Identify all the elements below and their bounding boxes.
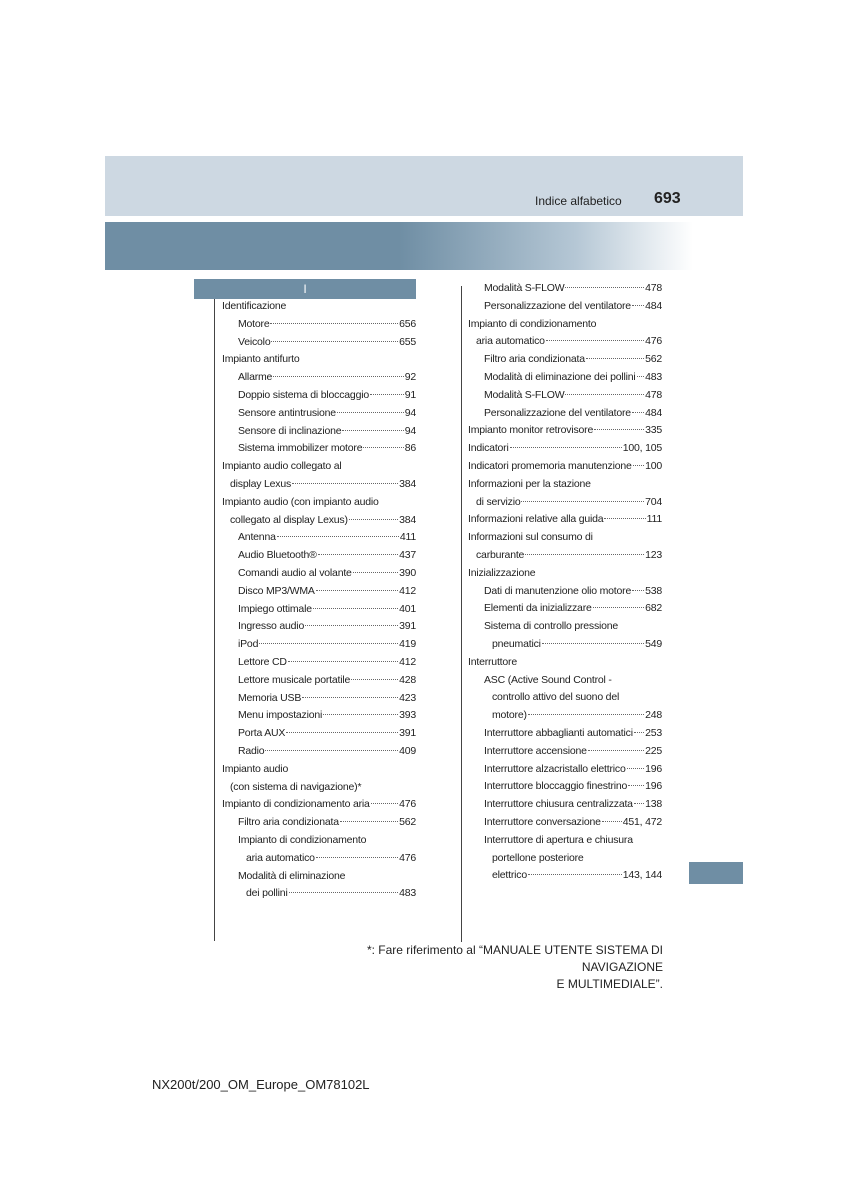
index-entry-term: Interruttore di apertura e chiusura	[484, 833, 633, 846]
index-entry	[468, 725, 662, 743]
dot-leader	[602, 821, 622, 822]
index-entry	[468, 600, 662, 618]
index-letter-heading: I	[194, 279, 416, 299]
dot-leader	[521, 501, 644, 502]
index-entry	[468, 458, 662, 476]
index-entry	[468, 280, 662, 298]
index-entry-term: Inizializzazione	[468, 566, 536, 579]
middle-column-rule	[461, 286, 462, 942]
dot-leader	[604, 518, 645, 519]
dot-leader	[628, 785, 644, 786]
dot-leader	[542, 643, 644, 644]
index-entry-page: 390	[399, 566, 416, 579]
index-entry-term: Allarme	[238, 371, 273, 384]
index-entry-term: Personalizzazione del ventilatore	[484, 299, 631, 312]
index-entry-page: 393	[399, 709, 416, 722]
index-entry	[468, 778, 662, 796]
index-entry-page: 656	[399, 317, 416, 330]
index-entry	[222, 743, 416, 761]
dot-leader	[316, 590, 398, 591]
index-entry	[468, 422, 662, 440]
index-entry	[468, 636, 662, 654]
index-entry-page: 476	[399, 851, 416, 864]
header-top-bar	[105, 156, 743, 216]
index-entry	[222, 494, 416, 512]
index-entry-page: 411	[399, 531, 416, 544]
index-entry-term: Interruttore conversazione	[484, 815, 601, 828]
index-entry	[222, 512, 416, 530]
index-entry	[468, 618, 662, 636]
index-entry-page: 483	[645, 370, 662, 383]
index-entry	[222, 298, 416, 316]
dot-leader	[323, 714, 398, 715]
index-entry	[222, 565, 416, 583]
footnote-line-1: *: Fare riferimento al “MANUALE UTENTE SISTEMA DI NAVIGAZIONE	[366, 943, 663, 974]
index-entry	[222, 654, 416, 672]
index-entry	[468, 583, 662, 601]
index-entry-term: elettrico	[492, 869, 527, 882]
index-entry-page: 391	[399, 727, 416, 740]
dot-leader	[316, 857, 398, 858]
index-entry-page: 704	[645, 495, 662, 508]
dot-leader	[525, 554, 644, 555]
index-entry-term: Interruttore bloccaggio finestrino	[484, 780, 628, 793]
index-entry-page: 419	[399, 638, 416, 651]
dot-leader	[565, 287, 644, 288]
index-entry	[222, 458, 416, 476]
index-entry	[468, 814, 662, 832]
index-entry-term: Personalizzazione del ventilatore	[484, 406, 631, 419]
index-entry	[468, 316, 662, 334]
index-entry	[468, 761, 662, 779]
index-entry-term: Identificazione	[222, 300, 287, 312]
index-entry-page: 94	[404, 424, 416, 437]
index-entry-term: Informazioni relative alla guida	[468, 513, 604, 526]
index-entry-page: 562	[399, 816, 416, 829]
dot-leader	[546, 340, 644, 341]
index-entry	[222, 885, 416, 903]
index-entry-page: 143, 144	[622, 869, 662, 882]
index-entry-term: carburante	[476, 548, 525, 561]
index-entry-term: Antenna	[238, 531, 276, 544]
dot-leader	[363, 447, 403, 448]
index-entry-page: 248	[645, 709, 662, 722]
index-entry-page: 335	[645, 424, 662, 437]
dot-leader	[271, 341, 398, 342]
index-entry-term: aria automatico	[246, 851, 315, 864]
index-entry-term: dei pollini	[246, 887, 288, 900]
index-entry-page: 91	[404, 388, 416, 401]
dot-leader	[565, 394, 644, 395]
index-entry-term: Filtro aria condizionata	[484, 353, 585, 366]
index-entry	[468, 707, 662, 725]
index-entry-term: Impianto di condizionamento	[468, 317, 597, 330]
index-entry	[468, 494, 662, 512]
index-entry-term: Modalità di eliminazione dei pollini	[484, 370, 636, 383]
index-entry-term: Impianto monitor retrovisore	[468, 424, 594, 437]
index-entry-term: Sensore antintrusione	[238, 406, 336, 419]
index-entry-term: Sistema immobilizer motore	[238, 442, 363, 455]
index-entry	[468, 796, 662, 814]
index-entry-page: 538	[645, 584, 662, 597]
dot-leader	[288, 661, 398, 662]
index-entry	[222, 369, 416, 387]
index-entry-term: aria automatico	[476, 335, 545, 348]
index-entry-page: 412	[399, 655, 416, 668]
dot-leader	[634, 732, 644, 733]
index-entry	[222, 316, 416, 334]
index-entry-page: 225	[645, 744, 662, 757]
dot-leader	[313, 608, 398, 609]
index-entry-page: 138	[645, 798, 662, 811]
dot-leader	[632, 305, 644, 306]
index-entry-term: Audio Bluetooth®	[238, 549, 317, 562]
index-entry-term: Modalità S-FLOW	[484, 388, 565, 401]
index-entry	[222, 672, 416, 690]
index-entry-term: Impianto audio collegato al	[222, 460, 342, 473]
dot-leader	[632, 412, 644, 413]
index-entry-term: Disco MP3/WMA	[238, 584, 315, 597]
index-entry-term: (con sistema di navigazione)*	[230, 780, 362, 793]
index-entry-page: 412	[399, 584, 416, 597]
index-entry	[222, 779, 416, 797]
index-entry-page: 196	[645, 780, 662, 793]
index-entry-page: 100	[645, 459, 662, 472]
dot-leader	[305, 625, 398, 626]
index-entry-page: 484	[645, 406, 662, 419]
index-entry-page: 111	[646, 513, 662, 526]
index-entry	[222, 850, 416, 868]
index-entry-term: Interruttore	[468, 655, 517, 668]
index-entry-page: 549	[645, 637, 662, 650]
section-side-tab	[689, 862, 743, 884]
index-entry-term: collegato al display Lexus)	[230, 513, 348, 526]
index-entry	[468, 832, 662, 850]
index-entry-term: Modalità di eliminazione	[238, 869, 346, 882]
index-entry-term: Interruttore accensione	[484, 744, 587, 757]
index-entry-page: 484	[645, 299, 662, 312]
dot-leader	[588, 750, 644, 751]
dot-leader	[270, 323, 398, 324]
index-entry	[222, 387, 416, 405]
index-entry	[222, 583, 416, 601]
index-entry-term: motore)	[492, 709, 527, 722]
dot-leader	[340, 821, 398, 822]
index-entry-page: 409	[399, 744, 416, 757]
dot-leader	[265, 750, 398, 751]
dot-leader	[349, 519, 398, 520]
index-entry-page: 478	[645, 388, 662, 401]
index-entry	[468, 387, 662, 405]
section-title: Indice alfabetico	[535, 194, 622, 208]
index-entry-term: Lettore CD	[238, 655, 287, 668]
index-entry	[468, 440, 662, 458]
index-entry-term: ASC (Active Sound Control -	[484, 673, 612, 686]
index-entry-term: Memoria USB	[238, 691, 302, 704]
dot-leader	[371, 803, 398, 804]
index-entry	[468, 867, 662, 885]
dot-leader	[593, 607, 644, 608]
index-entry	[222, 690, 416, 708]
index-entry	[468, 689, 662, 707]
index-entry-term: di servizio	[476, 495, 521, 508]
dot-leader	[637, 376, 645, 377]
index-entry-term: Doppio sistema di bloccaggio	[238, 388, 369, 401]
index-entry	[222, 707, 416, 725]
index-entry-term: Filtro aria condizionata	[238, 816, 339, 829]
index-entry	[468, 298, 662, 316]
dot-leader	[634, 803, 644, 804]
index-entry-page: 253	[645, 726, 662, 739]
index-entry-page: 92	[404, 371, 416, 384]
index-entry-term: Menu impostazioni	[238, 709, 323, 722]
index-entry-term: Veicolo	[238, 335, 271, 348]
dot-leader	[289, 892, 398, 893]
index-entry-term: pneumatici	[492, 637, 541, 650]
index-entry	[222, 601, 416, 619]
header-band	[105, 222, 693, 270]
index-entry-page: 94	[404, 406, 416, 419]
dot-leader	[633, 465, 644, 466]
index-entry-term: Motore	[238, 317, 270, 330]
index-entry-term: Impianto di condizionamento	[238, 833, 367, 846]
index-entry-term: Porta AUX	[238, 727, 286, 740]
dot-leader	[351, 679, 398, 680]
index-entry-page: 428	[399, 673, 416, 686]
index-entry-term: Comandi audio al volante	[238, 566, 352, 579]
index-entry	[468, 743, 662, 761]
index-entry	[222, 814, 416, 832]
index-entry-page: 476	[645, 335, 662, 348]
index-entry-page: 384	[399, 477, 416, 490]
index-entry-term: Dati di manutenzione olio motore	[484, 584, 632, 597]
left-column-rule	[214, 299, 215, 941]
index-entry	[222, 636, 416, 654]
dot-leader	[528, 714, 644, 715]
index-entry	[222, 761, 416, 779]
dot-leader	[594, 429, 644, 430]
index-entry-term: Ingresso audio	[238, 620, 305, 633]
index-entry-page: 391	[399, 620, 416, 633]
dot-leader	[302, 697, 398, 698]
index-entry-term: Elementi da inizializzare	[484, 602, 592, 615]
index-entry-page: 476	[399, 798, 416, 811]
index-entry	[222, 868, 416, 886]
index-column-right	[468, 280, 662, 885]
index-entry-term: Interruttore chiusura centralizzata	[484, 798, 633, 811]
index-entry-term: Impianto antifurto	[222, 353, 300, 366]
index-entry	[222, 440, 416, 458]
index-entry	[222, 725, 416, 743]
dot-leader	[273, 376, 404, 377]
dot-leader	[337, 412, 404, 413]
index-entry-page: 86	[404, 442, 416, 455]
index-entry-page: 483	[399, 887, 416, 900]
index-entry-term: Indicatori promemoria manutenzione	[468, 459, 632, 472]
index-entry	[222, 796, 416, 814]
index-entry	[222, 618, 416, 636]
index-entry	[468, 565, 662, 583]
dot-leader	[528, 874, 622, 875]
index-entry-term: display Lexus	[230, 477, 292, 490]
index-entry-term: Informazioni per la stazione	[468, 477, 591, 490]
index-entry-page: 384	[399, 513, 416, 526]
index-entry	[222, 351, 416, 369]
page-number: 693	[654, 190, 681, 207]
index-entry-page: 478	[645, 282, 662, 294]
index-entry-term: controllo attivo del suono del	[492, 691, 620, 704]
index-entry-term: Impiego ottimale	[238, 602, 312, 615]
index-entry-term: portellone posteriore	[492, 851, 584, 864]
footnote	[283, 942, 663, 993]
index-column-left	[222, 298, 416, 903]
dot-leader	[318, 554, 398, 555]
dot-leader	[627, 768, 644, 769]
index-entry	[222, 547, 416, 565]
index-entry-term: Modalità S-FLOW	[484, 282, 565, 294]
index-entry	[222, 334, 416, 352]
index-entry	[222, 832, 416, 850]
index-entry	[468, 672, 662, 690]
index-entry-term: Interruttore alzacristallo elettrico	[484, 762, 626, 775]
dot-leader	[632, 590, 644, 591]
dot-leader	[510, 447, 622, 448]
index-entry	[468, 476, 662, 494]
index-entry-term: iPod	[238, 638, 259, 651]
index-entry-term: Lettore musicale portatile	[238, 673, 351, 686]
index-entry	[222, 405, 416, 423]
footnote-line-2: E MULTIMEDIALE”.	[556, 977, 663, 991]
index-entry	[222, 423, 416, 441]
index-entry-page: 451, 472	[622, 815, 662, 828]
index-entry-page: 196	[645, 762, 662, 775]
index-entry-term: Impianto audio	[222, 762, 289, 775]
index-entry	[468, 511, 662, 529]
index-entry-term: Informazioni sul consumo di	[468, 531, 593, 544]
index-entry	[468, 405, 662, 423]
dot-leader	[277, 536, 399, 537]
dot-leader	[586, 358, 644, 359]
index-entry	[468, 850, 662, 868]
index-entry	[468, 351, 662, 369]
index-entry-page: 401	[399, 602, 416, 615]
dot-leader	[286, 732, 398, 733]
index-entry	[468, 333, 662, 351]
index-entry-term: Radio	[238, 744, 265, 757]
index-entry-term: Impianto di condizionamento aria	[222, 798, 370, 811]
index-entry-term: Interruttore abbaglianti automatici	[484, 726, 633, 739]
index-entry-page: 123	[645, 548, 662, 561]
document-code-footer: NX200t/200_OM_Europe_OM78102L	[152, 1077, 370, 1092]
index-entry	[468, 547, 662, 565]
index-entry-term: Sensore di inclinazione	[238, 424, 342, 437]
index-entry-page: 655	[399, 335, 416, 348]
dot-leader	[353, 572, 398, 573]
index-entry-page: 682	[645, 602, 662, 615]
index-entry-page: 562	[645, 353, 662, 366]
index-entry-page: 437	[399, 549, 416, 562]
index-entry-term: Impianto audio (con impianto audio	[222, 495, 379, 508]
dot-leader	[370, 394, 404, 395]
index-entry	[468, 529, 662, 547]
dot-leader	[292, 483, 398, 484]
index-entry	[468, 369, 662, 387]
index-entry	[222, 529, 416, 547]
dot-leader	[342, 430, 403, 431]
dot-leader	[259, 643, 398, 644]
index-entry	[468, 654, 662, 672]
index-entry-term: Indicatori	[468, 442, 509, 455]
index-entry-page: 100, 105	[622, 442, 662, 455]
index-entry	[222, 476, 416, 494]
index-entry-term: Sistema di controllo pressione	[484, 620, 619, 633]
index-entry-page: 423	[399, 691, 416, 704]
